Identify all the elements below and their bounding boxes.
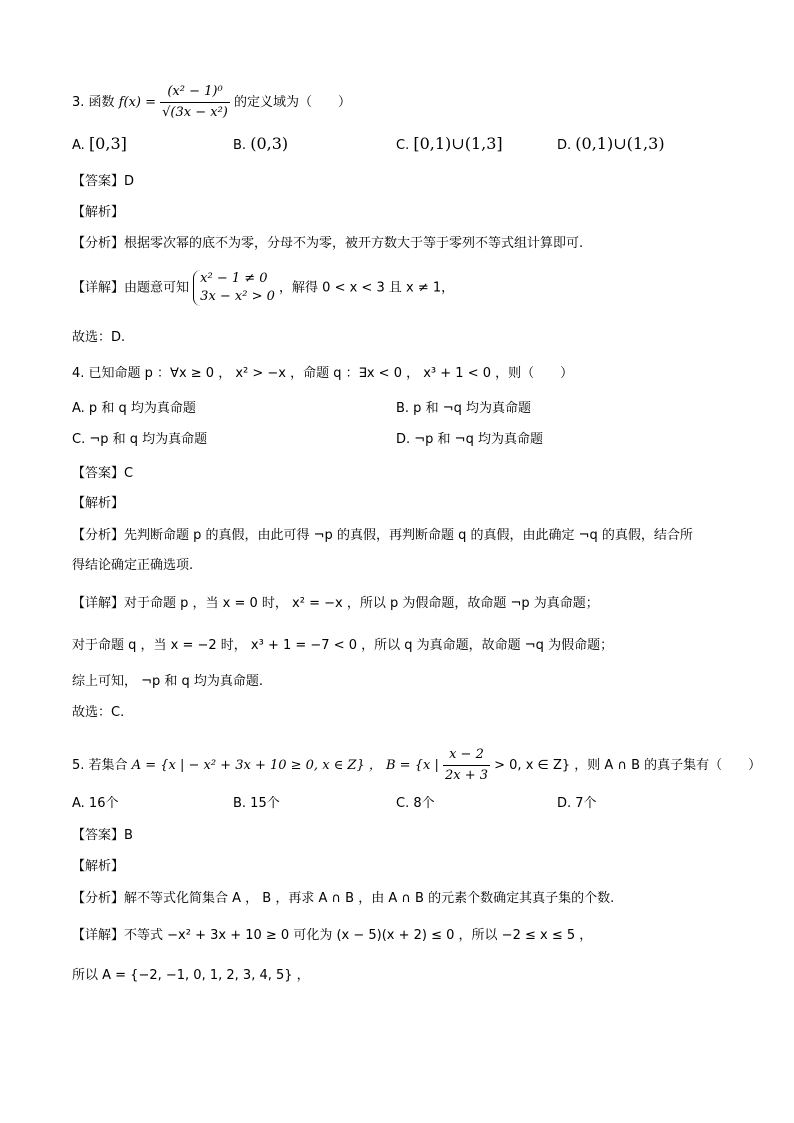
- q5-fraction-denominator: 2x + 3: [444, 768, 488, 783]
- q3-system-line-1: x² − 1 ≠ 0: [200, 271, 268, 286]
- q3-xiangjie-suffix: ，解得 0 < x < 3 且 x ≠ 1，: [279, 280, 455, 296]
- q5-set-b-fraction: [443, 745, 490, 786]
- q3-stem-prefix: 3. 函数: [72, 95, 115, 110]
- q5-stem-suffix: > 0, x ∈ Z} ，则 A ∩ B 的真子集有（ ）: [494, 758, 762, 773]
- q3-answer: [72, 172, 134, 192]
- q5-set-b-prefix: B = {x |: [386, 758, 439, 773]
- q5-option-a: A. 16个: [72, 796, 119, 811]
- q3-system-line-2: 3x − x² > 0: [200, 289, 275, 304]
- q4-xiangjie-line-2: 对于命题 q ，当 x = −2 时， x³ + 1 = −7 < 0 ，所以 q 为真命题，故命题 ¬q 为假命题；: [72, 638, 614, 653]
- q5-xiangjie-label: 【详解】: [72, 928, 125, 943]
- q4-fenxi-label: 【分析】: [72, 528, 125, 543]
- q5-fenxi-text: 解不等式化简集合 A ， B ，再求 A ∩ B ，由 A ∩ B 的元素个数确定其真子集的个数.: [124, 891, 615, 906]
- q4-fenxi-line-2: 得结论确定正确选项.: [72, 558, 194, 573]
- q3-option-d-label: D.: [557, 138, 572, 153]
- q3-option-c-label: C.: [396, 138, 410, 153]
- q5-fenxi: [72, 889, 614, 909]
- q4-guxuan: 故选：C.: [72, 705, 125, 720]
- q3-guxuan: 故选：D.: [72, 330, 126, 345]
- q4-option-a: A. p 和 q 均为真命题: [72, 401, 196, 416]
- q3-xiangjie-label: 【详解】: [72, 280, 125, 296]
- q3-option-b-label: B.: [233, 138, 247, 153]
- q4-xiangjie-text-1: 对于命题 p ，当 x = 0 时， x² = −x ，所以 p 为假命题，故命题 ¬p 为真命题；: [124, 596, 599, 611]
- q3-xiangjie: [72, 270, 454, 306]
- q3-option-d-value: (0,1)∪(1,3): [575, 134, 665, 153]
- q5-option-c: C. 8个: [396, 796, 435, 811]
- q3-inequality-system: [193, 270, 275, 306]
- q3-option-c: [396, 134, 503, 156]
- q4-answer-value: C: [124, 466, 134, 481]
- q5-xiangjie-text: 不等式 −x² + 3x + 10 ≥ 0 可化为 (x − 5)(x + 2) ≤ 0 ，所以 −2 ≤ x ≤ 5 ，: [124, 928, 593, 943]
- q4-jiexi: 【解析】: [72, 496, 125, 511]
- q3-option-b-value: (0,3): [250, 134, 289, 153]
- q5-stem: [72, 745, 761, 786]
- q3-answer-label: 【答案】: [72, 174, 125, 189]
- q3-option-c-value: [0,1)∪(1,3]: [413, 134, 503, 153]
- q3-fenxi-label: 【分析】: [72, 236, 125, 251]
- q5-set-a: A = {x | − x² + 3x + 10 ≥ 0, x ∈ Z} ，: [131, 758, 382, 773]
- q4-xiangjie-line-1: [72, 594, 599, 614]
- q4-xiangjie-line-3: 综上可知， ¬p 和 q 均为真命题.: [72, 674, 264, 689]
- q5-xiangjie: [72, 926, 592, 946]
- q4-answer: [72, 464, 133, 484]
- q3-function-label: f(x) =: [118, 95, 156, 110]
- q3-fenxi-text: 根据零次幂的底不为零，分母不为零，被开方数大于等于零列不等式组计算即可.: [124, 236, 584, 251]
- q4-option-d: D. ¬p 和 ¬q 均为真命题: [396, 432, 543, 447]
- q5-conclusion: 所以 A = {−2, −1, 0, 1, 2, 3, 4, 5} ，: [72, 968, 310, 983]
- q5-option-b: B. 15个: [233, 796, 280, 811]
- q3-jiexi: 【解析】: [72, 205, 125, 220]
- q5-jiexi: 【解析】: [72, 859, 125, 874]
- q3-denominator: √(3x − x²): [162, 105, 228, 120]
- q5-stem-prefix: 5. 若集合: [72, 758, 128, 773]
- q5-fenxi-label: 【分析】: [72, 891, 125, 906]
- q5-answer-value: B: [124, 828, 133, 843]
- q3-option-b: [233, 134, 288, 156]
- q5-fraction-numerator: x − 2: [443, 745, 490, 766]
- q3-xiangjie-prefix: 由题意可知: [124, 280, 190, 296]
- q5-option-d: D. 7个: [557, 796, 597, 811]
- q4-fenxi-line-1: [72, 526, 693, 546]
- q3-option-a: [72, 134, 127, 156]
- q4-answer-label: 【答案】: [72, 466, 125, 481]
- q3-answer-value: D: [124, 174, 135, 189]
- q4-xiangjie-label: 【详解】: [72, 596, 125, 611]
- q3-option-a-label: A.: [72, 138, 85, 153]
- q3-option-d: [557, 134, 665, 156]
- q3-fraction: [160, 82, 230, 123]
- q5-answer: [72, 826, 133, 846]
- q3-numerator: (x² − 1)⁰: [160, 82, 230, 103]
- q3-stem: [72, 82, 351, 123]
- q3-option-a-value: [0,3]: [88, 134, 127, 153]
- q5-answer-label: 【答案】: [72, 828, 125, 843]
- q4-option-b: B. p 和 ¬q 均为真命题: [396, 401, 531, 416]
- q4-option-c: C. ¬p 和 q 均为真命题: [72, 432, 208, 447]
- q3-stem-suffix: 的定义域为（ ）: [234, 95, 352, 110]
- q3-fenxi: [72, 234, 583, 254]
- q4-fenxi-text-1: 先判断命题 p 的真假，由此可得 ¬p 的真假，再判断命题 q 的真假，由此确定 ¬q 的真假，结合所: [124, 528, 693, 543]
- q4-stem: 4. 已知命题 p ：∀x ≥ 0 ， x² > −x ，命题 q ：∃x < 0 ， x³ + 1 < 0 ，则（ ）: [72, 366, 574, 381]
